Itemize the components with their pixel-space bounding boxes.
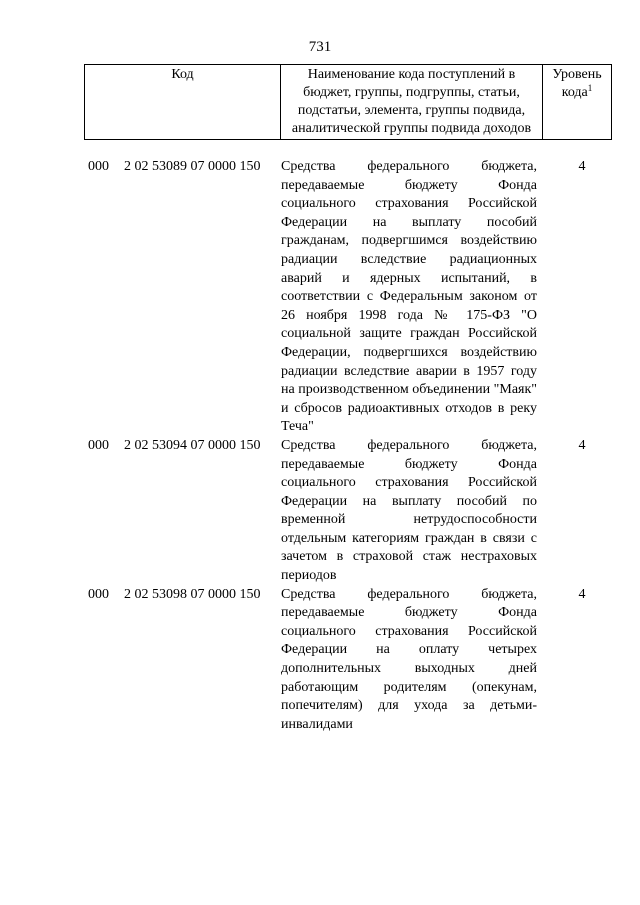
table-row [84,158,611,437]
table-row [84,586,611,735]
header-level [543,65,612,140]
revenue-code: 2 02 53089 07 0000 150 [124,159,261,174]
revenue-name: Средства федерального бюджета, передаваемые бюджету Фонда социального страхования Российской Федерации на оплату четырех дополнительных выходных дней работающим родителям (опекунам, попечителям) для ухода за детьми-инвалидами [281,586,537,732]
code-level: 4 [578,159,586,174]
code-level: 4 [578,437,586,453]
header-name: Наименование кода поступлений в бюджет, группы, подгруппы, статьи, подстатьи, элемента, группы подвида, аналитической группы подвида доходов [281,65,543,140]
code-level: 4 [578,586,586,602]
page-number: 731 [308,39,332,55]
revenue-code: 2 02 53098 07 0000 150 [124,586,261,602]
revenue-code: 2 02 53094 07 0000 150 [124,437,261,453]
table-row [84,437,611,586]
admin-code: 000 [88,159,109,174]
revenue-name: Средства федерального бюджета, передаваемые бюджету Фонда социального страхования Российской Федерации на выплату пособий гражданам, подвергшимся воздействию радиации вследствие радиационных аварий и ядерных испытаний, в соответствии с Федеральным законом от 26 ноября 1998 года № 175-ФЗ "О социальной защите граждан Российской Федерации, подвергшихся воздействию радиации вследствие аварии в 1957 году на производственном объединении "Маяк" и сбросов радиоактивных отходов в реку Теча" [281,159,537,435]
header-level-label: Уровень кода [552,67,602,100]
table-body [84,158,611,734]
admin-code: 000 [88,437,109,453]
footnote-marker: 1 [587,83,593,93]
admin-code: 000 [88,586,109,602]
revenue-name: Средства федерального бюджета, передаваемые бюджету Фонда социального страхования Российской Федерации на выплату пособий по временной нетрудоспособности отдельным категориям граждан в связи с зачетом в страховой стаж нестраховых периодов [281,437,537,584]
table-header [84,64,612,140]
header-code: Код [85,65,281,140]
